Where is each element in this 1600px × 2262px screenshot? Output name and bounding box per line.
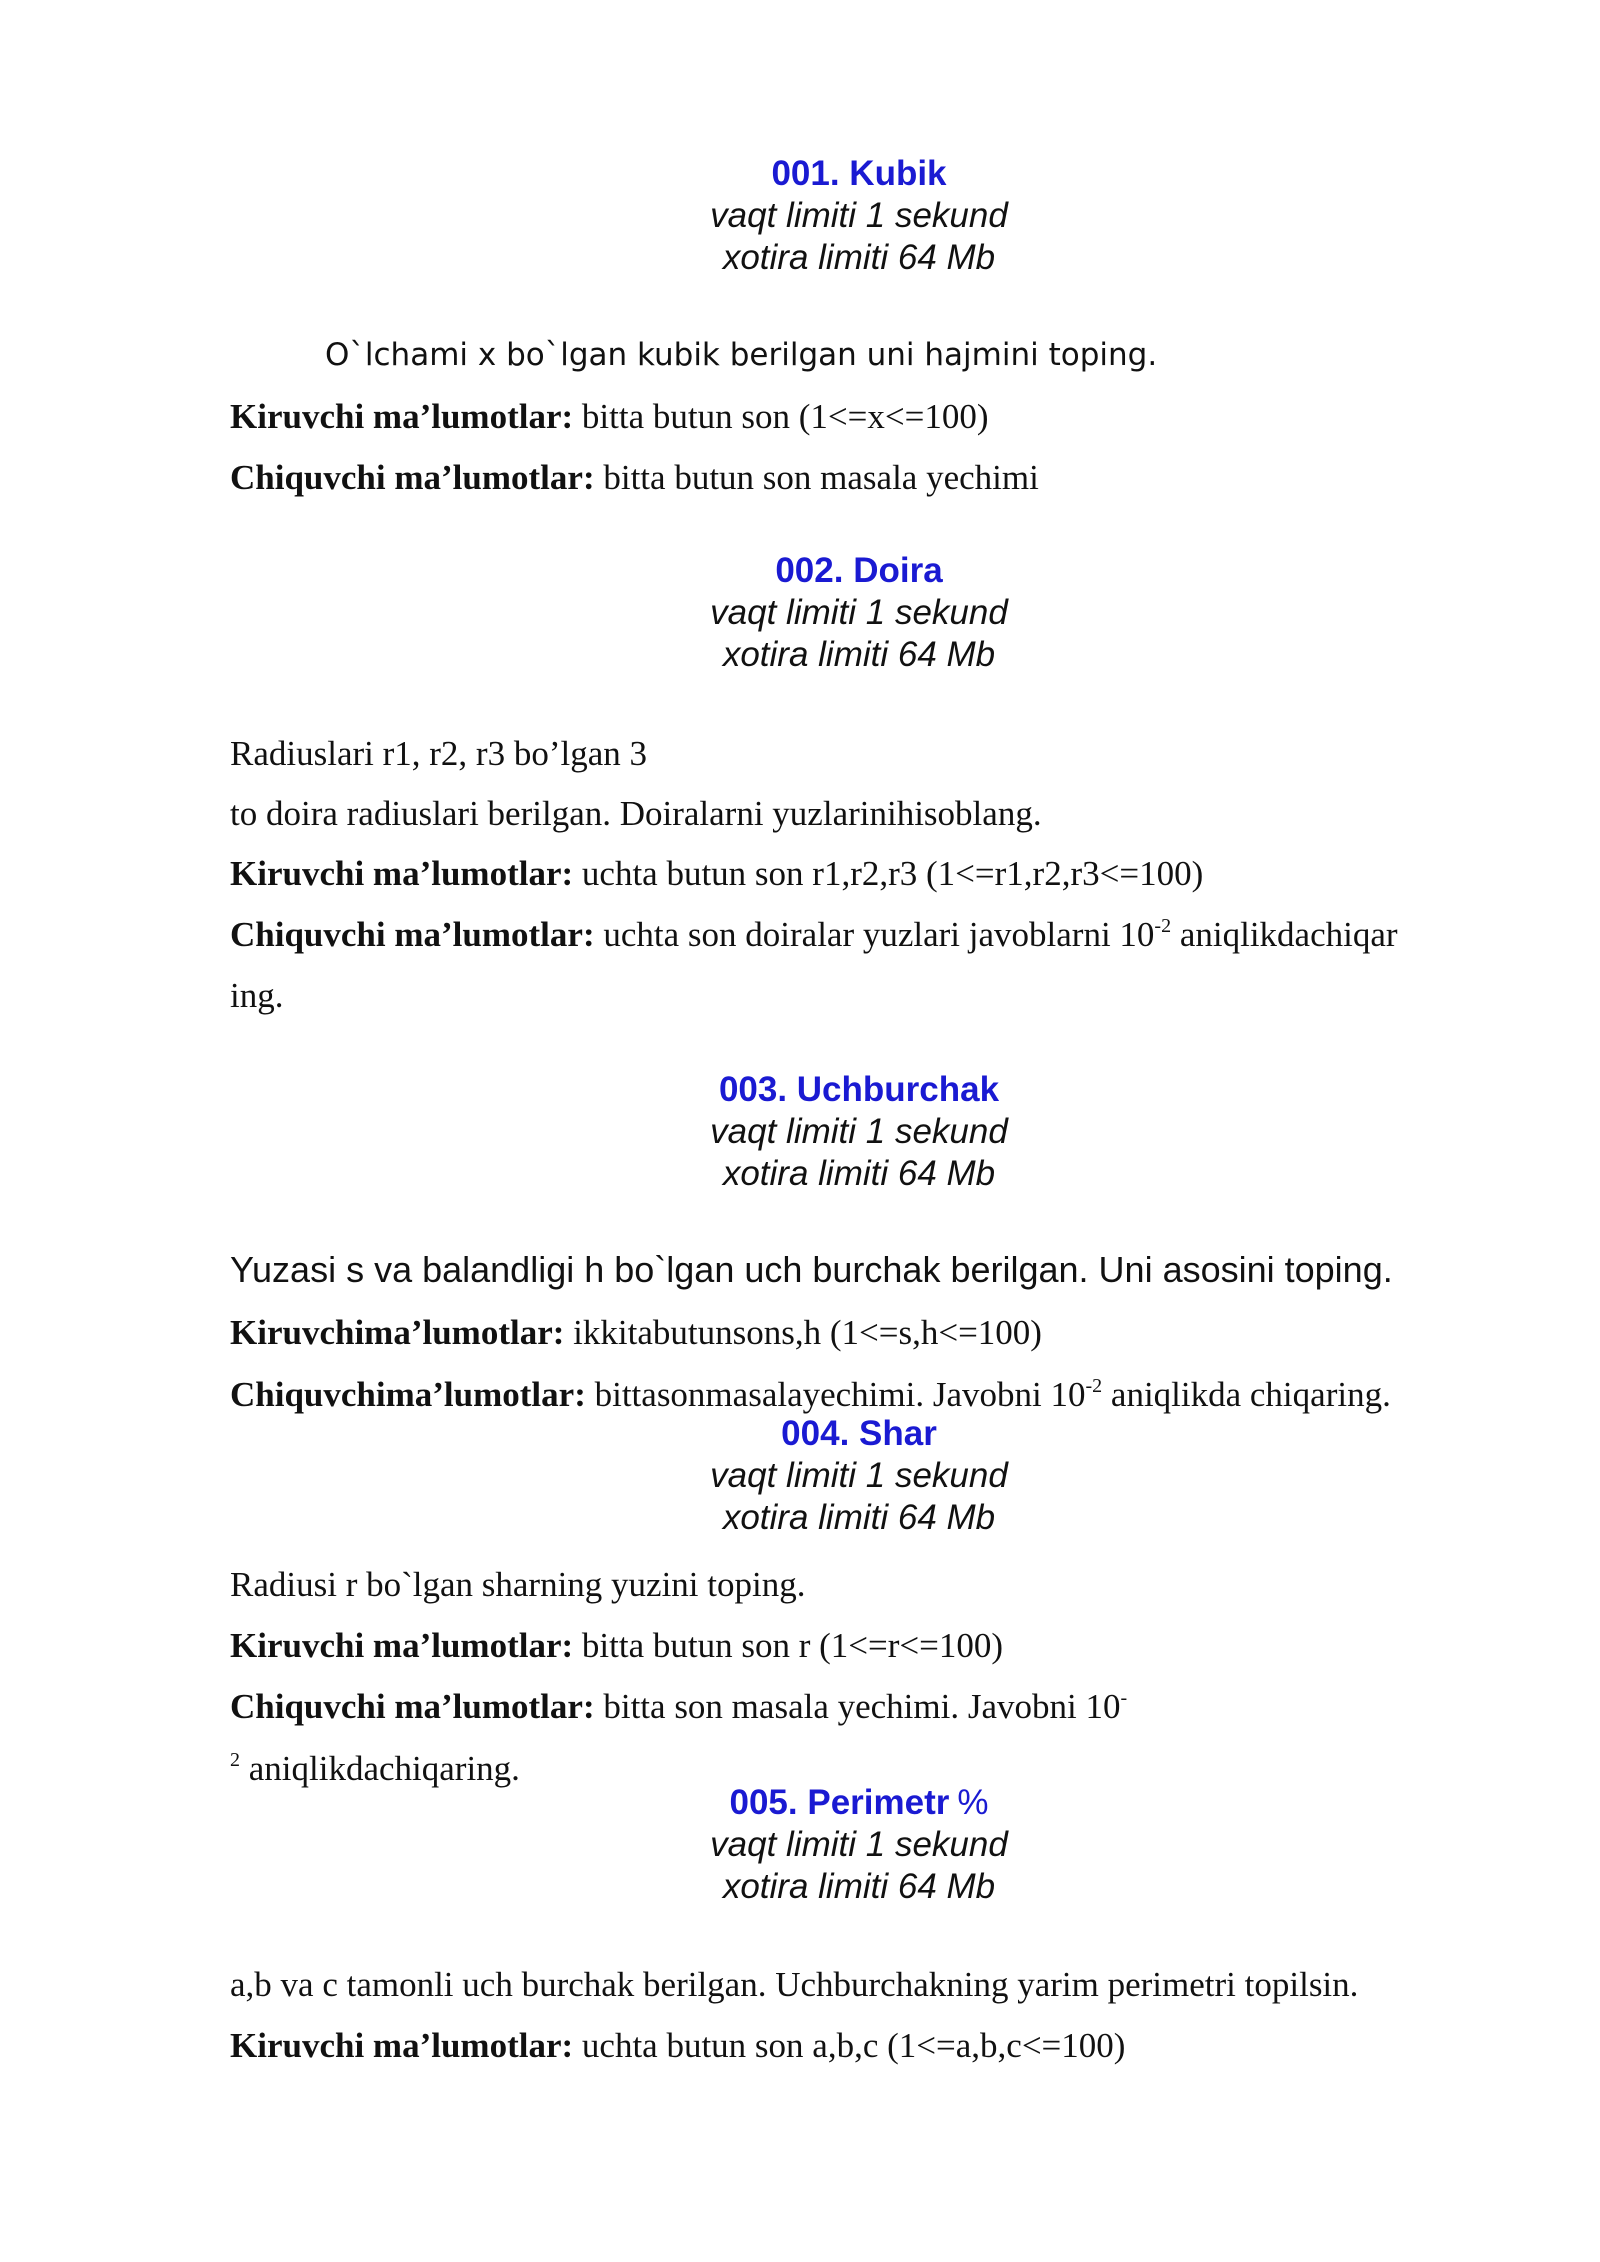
problem-statement-line: to doira radiuslari berilgan. Doiralarni yuzlarinihisoblang.: [230, 794, 1042, 833]
problem-title: 004. Shar: [781, 1414, 937, 1453]
exponent: -2: [1085, 1375, 1103, 1397]
input-label: Kiruvchi ma’lumotlar:: [230, 1626, 574, 1665]
input-label: Kiruvchi ma’lumotlar:: [230, 397, 574, 436]
problem-header-003: [0, 1069, 1600, 1195]
problem-statement: Radiusi r bo`lgan sharning yuzini toping.: [230, 1565, 806, 1604]
memory-limit: xotira limiti 64 Mb: [722, 1867, 996, 1906]
output-spec: [230, 457, 1039, 499]
problem-header-001: [0, 153, 1600, 279]
problem-title: 005. Perimetr: [729, 1783, 950, 1822]
input-text: uchta butun son r1,r2,r3 (1<=r1,r2,r3<=100): [573, 854, 1204, 893]
problem-title-line: [0, 1782, 1600, 1824]
input-text: bitta butun son (1<=x<=100): [573, 397, 989, 436]
output-spec-continued: ing.: [230, 976, 284, 1015]
output-label: Chiquvchi ma’lumotlar:: [230, 458, 595, 497]
time-limit: vaqt limiti 1 sekund: [710, 1112, 1008, 1151]
input-text: bitta butun son r (1<=r<=100): [573, 1626, 1004, 1665]
time-limit: vaqt limiti 1 sekund: [710, 196, 1008, 235]
input-text: ikkitabutunsons,h (1<=s,h<=100): [564, 1313, 1042, 1352]
exponent-sign: -: [1120, 1687, 1128, 1709]
problem-statement: Yuzasi s va balandligi h bo`lgan uch burchak berilgan. Uni asosini toping.: [230, 1249, 1393, 1290]
time-limit: vaqt limiti 1 sekund: [710, 593, 1008, 632]
problem-header-005: [0, 1782, 1600, 1908]
memory-limit: xotira limiti 64 Mb: [722, 238, 996, 277]
memory-limit: xotira limiti 64 Mb: [722, 1498, 996, 1537]
title-suffix: %: [957, 1783, 989, 1822]
output-text: bitta son masala yechimi. Javobni 10: [594, 1687, 1121, 1726]
exponent-digit: 2: [230, 1749, 240, 1771]
output-text: aniqlikda chiqaring.: [1102, 1375, 1391, 1414]
problem-title: 002. Doira: [775, 551, 943, 590]
output-spec: [230, 1686, 1127, 1728]
input-spec: [230, 1312, 1042, 1354]
memory-limit: xotira limiti 64 Mb: [722, 635, 996, 674]
output-spec: [230, 914, 1398, 956]
input-spec: [230, 853, 1203, 895]
problem-statement: a,b va c tamonli uch burchak berilgan. Uchburchakning yarim perimetri topilsin.: [230, 1965, 1359, 2004]
problem-title: 001. Kubik: [771, 154, 947, 193]
time-limit: vaqt limiti 1 sekund: [710, 1825, 1008, 1864]
problem-statement-line: Radiuslari r1, r2, r3 bo’lgan 3: [230, 734, 647, 773]
input-text: uchta butun son a,b,c (1<=a,b,c<=100): [573, 2026, 1126, 2065]
output-text: bittasonmasalayechimi. Javobni 10: [585, 1375, 1086, 1414]
output-text: uchta son doiralar yuzlari javoblarni 10: [594, 915, 1155, 954]
problem-header-002: [0, 550, 1600, 676]
input-label: Kiruvchima’lumotlar:: [230, 1313, 565, 1352]
output-text: aniqlikdachiqar: [1171, 915, 1398, 954]
input-label: Kiruvchi ma’lumotlar:: [230, 854, 574, 893]
problem-header-004: [0, 1413, 1600, 1539]
output-label: Chiquvchi ma’lumotlar:: [230, 915, 595, 954]
output-spec: [230, 1374, 1391, 1416]
problem-title: 003. Uchburchak: [718, 1070, 1000, 1109]
input-label: Kiruvchi ma’lumotlar:: [230, 2026, 574, 2065]
output-label: Chiquvchima’lumotlar:: [230, 1375, 586, 1414]
output-text: bitta butun son masala yechimi: [594, 458, 1039, 497]
output-label: Chiquvchi ma’lumotlar:: [230, 1687, 595, 1726]
input-spec: [230, 396, 988, 438]
time-limit: vaqt limiti 1 sekund: [710, 1456, 1008, 1495]
input-spec: [230, 1625, 1003, 1667]
output-text: aniqlikdachiqaring.: [240, 1749, 520, 1788]
memory-limit: xotira limiti 64 Mb: [722, 1154, 996, 1193]
problem-statement: O`lchami x bo`lgan kubik berilgan uni hajmini toping.: [325, 337, 1158, 373]
input-spec: [230, 2025, 1125, 2067]
exponent: -2: [1154, 915, 1172, 937]
